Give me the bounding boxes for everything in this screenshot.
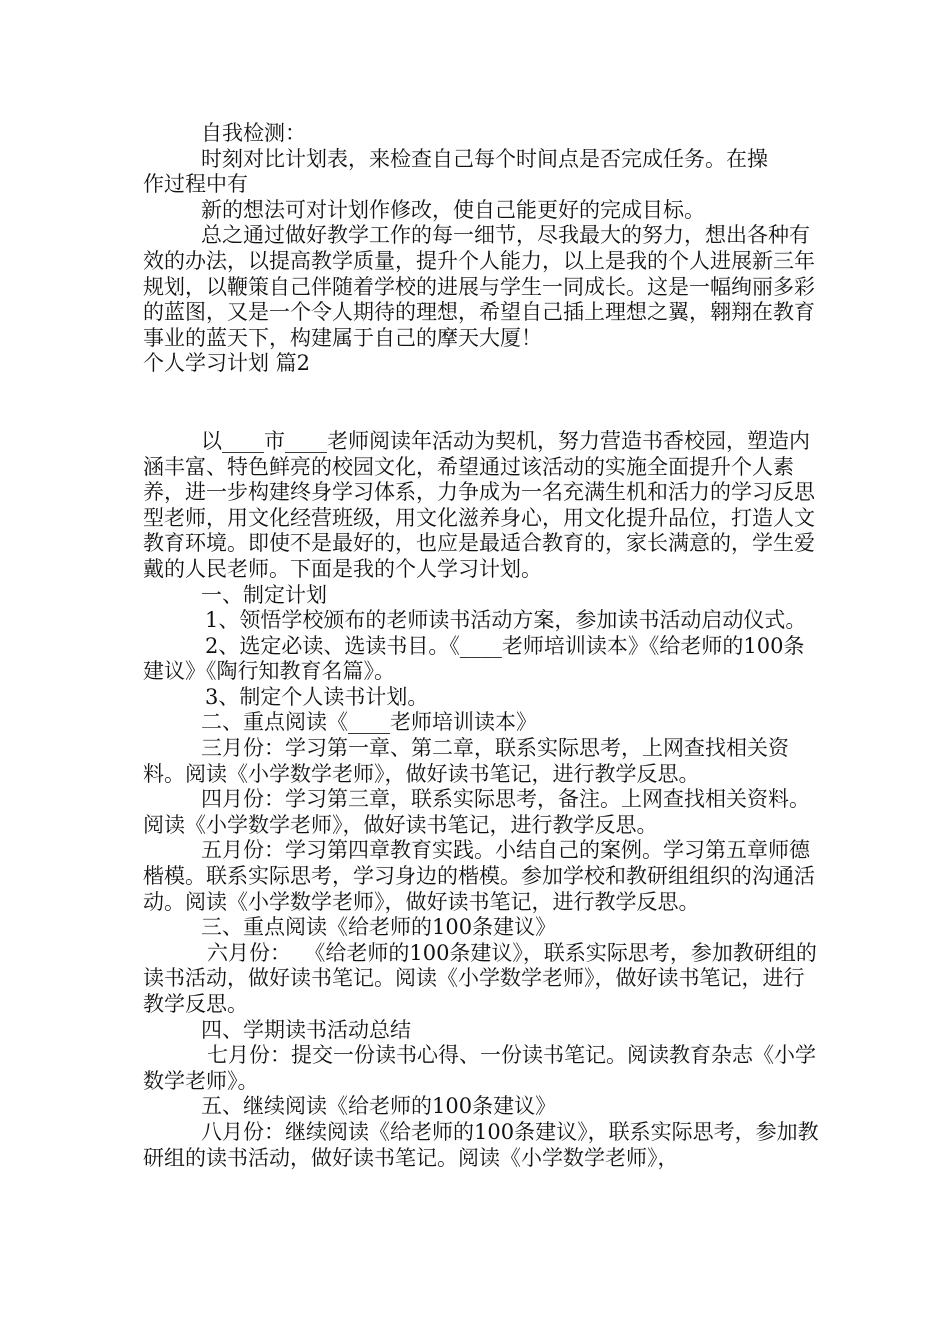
- heading-key-reading-1: 二、重点阅读《____老师培训读本》: [201, 710, 537, 735]
- summary-paragraph: 总之通过做好教学工作的每一细节，尽我最大的努力，想出各种有效的办法，以提高教学质量，提升个人能力，以上是我的个人进展新三年规划，以鞭策自己伴随着学校的进展与学生一同成长。这是一幅绚丽多彩的蓝图，又是一个令人期待的理想，希望自己插上理想之翼，翱翔在教育事业的蓝天下，构建属于自己的摩天大厦！: [143, 223, 815, 350]
- march-plan: 三月份：学习第一章、第二章，联系实际思考，上网查找相关资料。阅读《小学数学老师》，做好读书笔记，进行教学反思。: [143, 736, 789, 786]
- heading-continue-reading: 五、继续阅读《给老师的100条建议》: [201, 1094, 557, 1119]
- heading-key-reading-2: 三、重点阅读《给老师的100条建议》: [201, 915, 557, 940]
- heading-term-summary: 四、学期读书活动总结: [201, 1017, 411, 1042]
- self-check-line2: 作过程中有: [143, 172, 248, 197]
- plan-item-2: 2、选定必读、选读书目。《____老师培训读本》《给老师的100条建议》《陶行知教育名篇》。: [143, 633, 805, 684]
- plan-item-3: 3、制定个人读书计划。: [205, 684, 429, 709]
- intro-paragraph: 以____市____老师阅读年活动为契机，努力营造书香校园，塑造内涵丰富、特色鲜亮的校园文化，希望通过该活动的实施全面提升个人素养，进一步构建终身学习体系，力争成为一名充满生机和活力的学习反思型老师，用文化经营班级，用文化滋养身心，用文化提升品位，打造人文教育环境。即使不是最好的，也应是最适合教育的，家长满意的，学生爱戴的人民老师。下面是我的个人学习计划。: [143, 428, 815, 581]
- section-gap: [143, 377, 823, 429]
- heading-make-plan: 一、制定计划: [201, 582, 327, 607]
- document-page: [143, 121, 823, 1171]
- section-title: 个人学习计划 篇2: [143, 351, 311, 376]
- june-plan: 六月份： 《给老师的100条建议》，联系实际思考，参加教研组的读书活动，做好读书笔记。阅读《小学数学老师》，做好读书笔记，进行教学反思。: [143, 940, 817, 1016]
- self-check-line1: 时刻对比计划表，来检查自己每个时间点是否完成任务。在操: [201, 146, 768, 171]
- april-plan: 四月份：学习第三章，联系实际思考，备注。上网查找相关资料。阅读《小学数学老师》，做好读书笔记，进行教学反思。: [143, 787, 810, 837]
- plan-item-1: 1、领悟学校颁布的老师读书活动方案，参加读书活动启动仪式。: [205, 608, 807, 633]
- self-check-revision: 新的想法可对计划作修改，使自己能更好的完成目标。: [201, 197, 705, 222]
- self-check-heading: 自我检测：: [201, 121, 306, 145]
- july-plan: 七月份：提交一份读书心得、一份读书笔记。阅读教育杂志《小学数学老师》。: [143, 1043, 816, 1093]
- august-plan: 八月份：继续阅读《给老师的100条建议》，联系实际思考，参加教研组的读书活动，做好读书笔记。阅读《小学数学老师》，: [143, 1119, 819, 1170]
- may-plan: 五月份：学习第四章教育实践。小结自己的案例。学习第五章师德楷模。联系实际思考，学习身边的楷模。参加学校和教研组组织的沟通活动。阅读《小学数学老师》，做好读书笔记，进行教学反思。: [143, 838, 815, 914]
